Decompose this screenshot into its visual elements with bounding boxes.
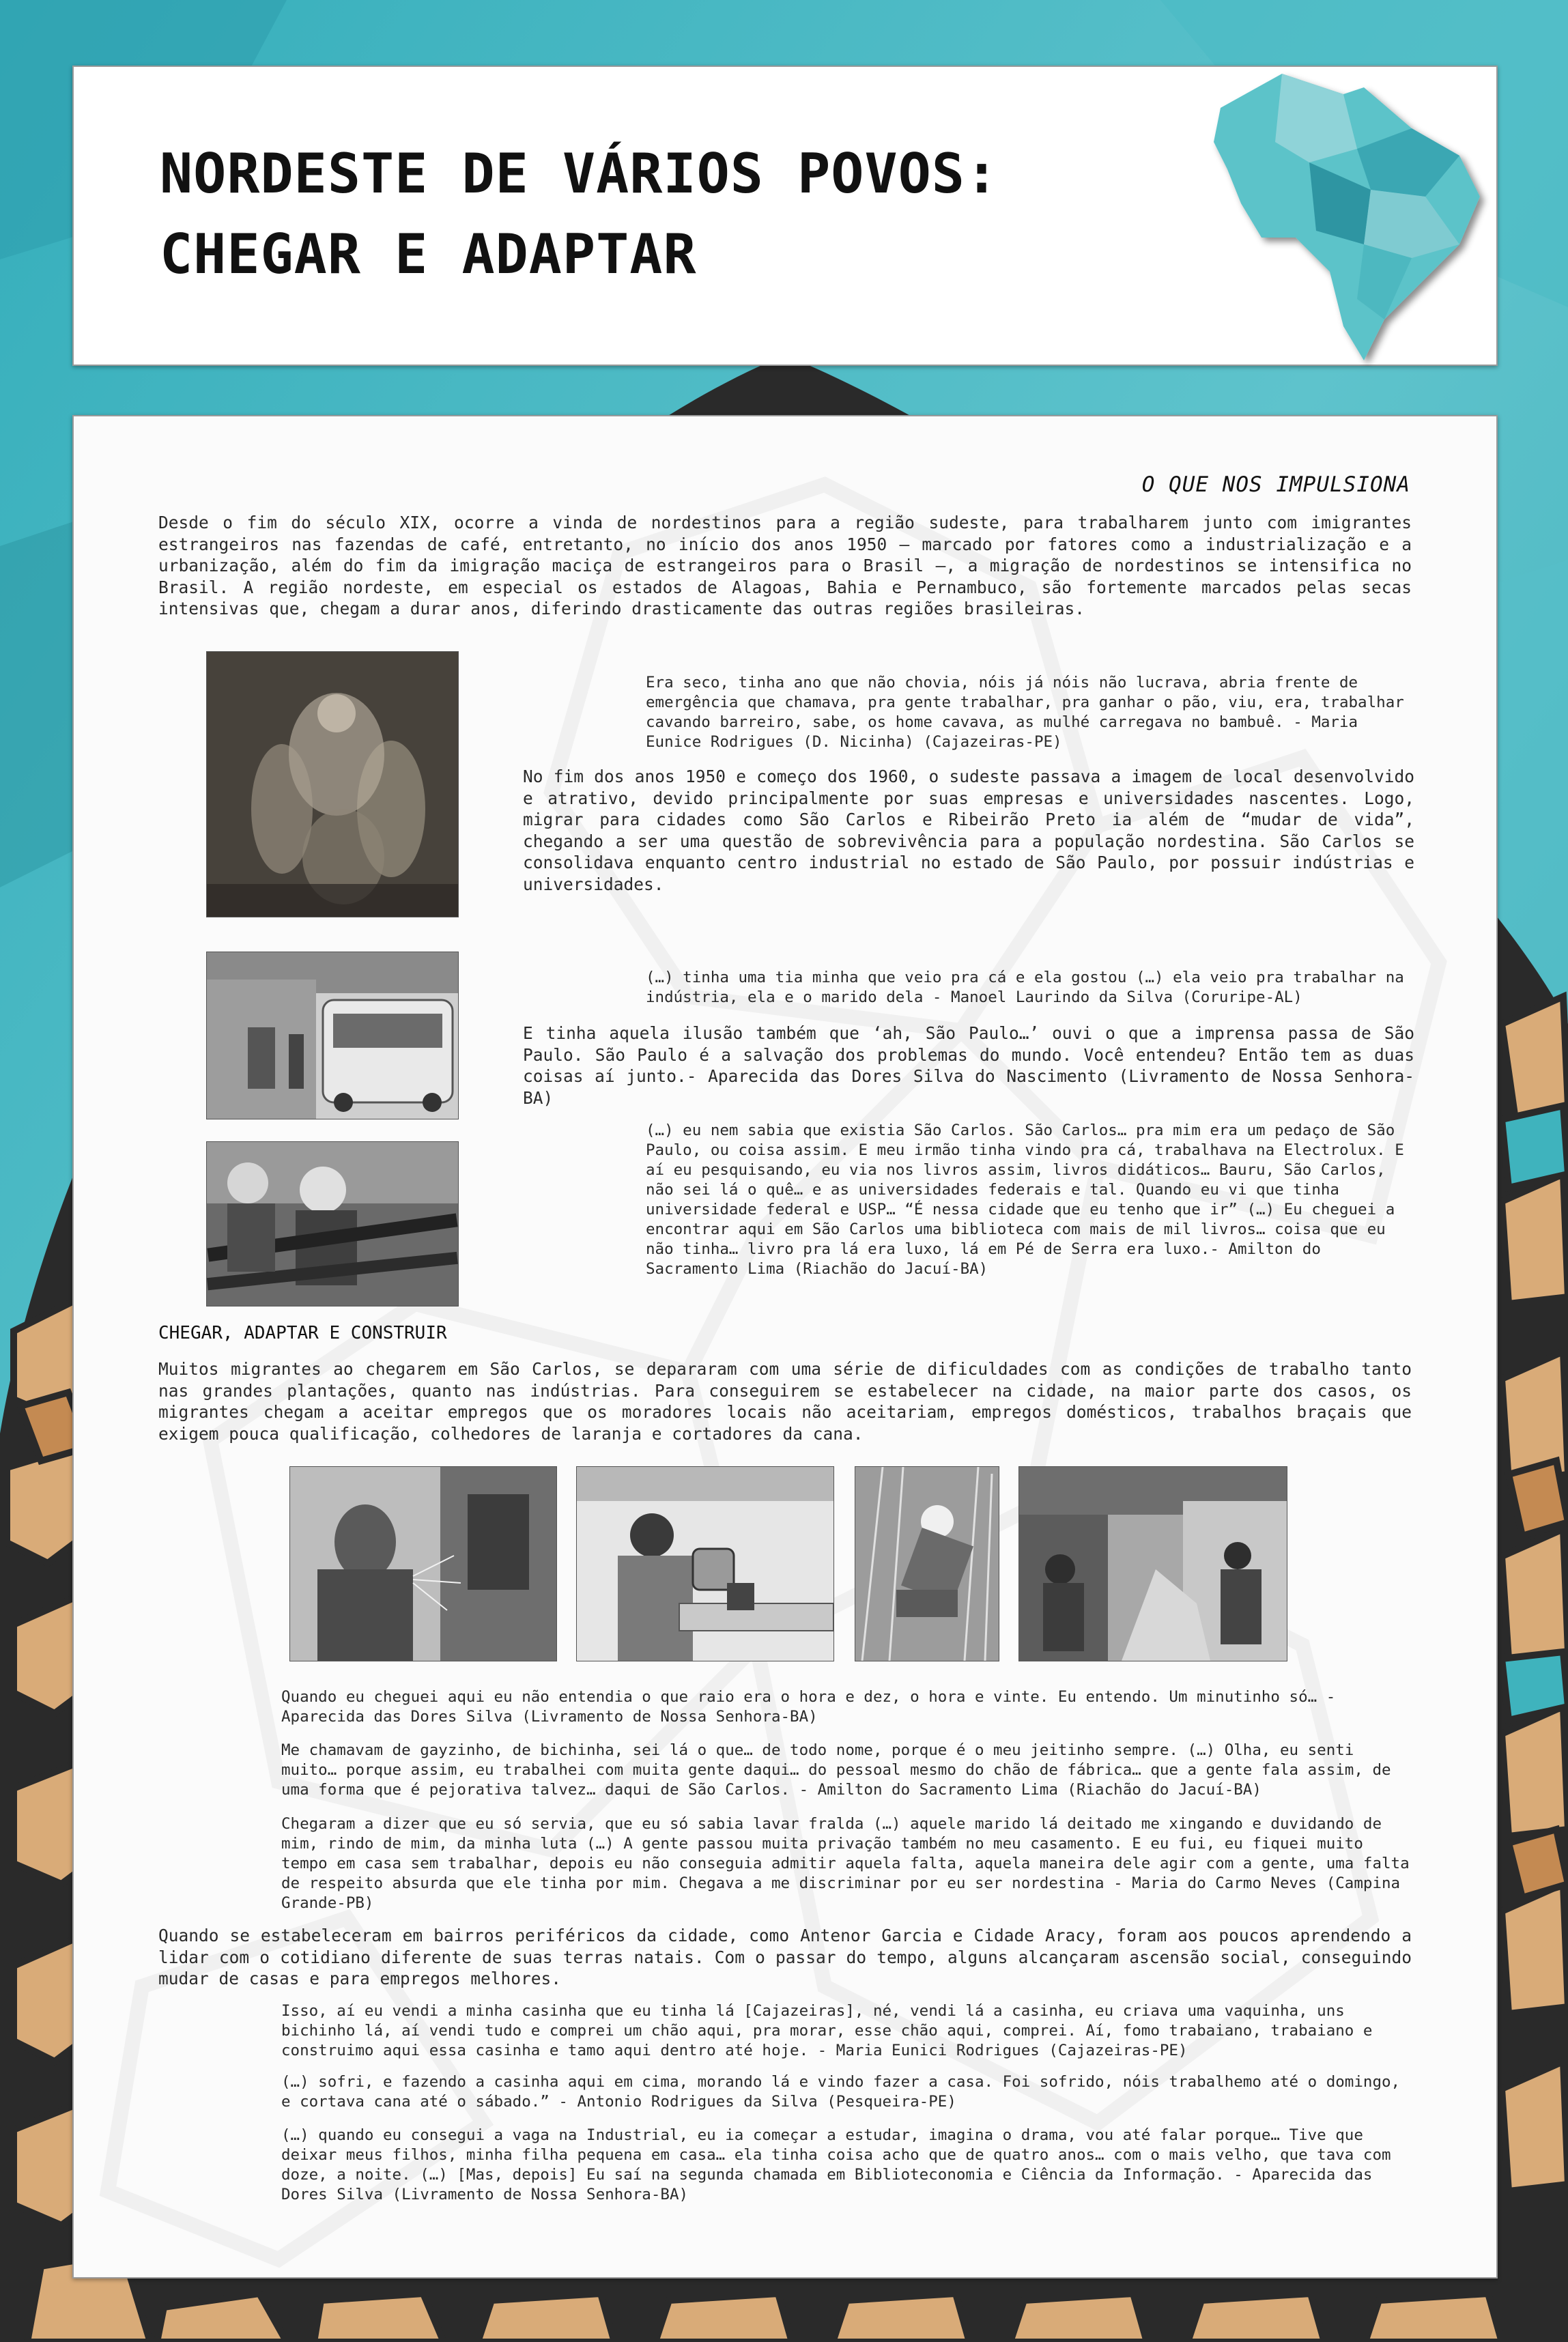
factory-worker-photo	[289, 1466, 557, 1661]
construction-workers-photo	[1018, 1466, 1287, 1661]
quote-aparecida-sao-paulo: E tinha aquela ilusão também que ‘ah, São Paulo…’ ouvi o que a imprensa passa de São Paulo. São Paulo é a salvação dos problemas do mundo. Você entendeu? Então tem as duas coisas aí junto.- Aparecida das Dores Silva do Nascimento (Livramento de Nossa Senhora-BA)	[523, 1023, 1414, 1108]
quote-antonio-rodrigues: (…) sofri, e fazendo a casinha aqui em cima, morando lá e vindo fazer a casa. Foi sofrido, nóis trabalhemo até o domingo, e cortava cana até o sábado.” - Antonio Rodrigues da Silva (Pesqueira-PE)	[281, 2073, 1401, 2111]
domestic-worker-photo	[576, 1466, 834, 1661]
sugarcane-cutter-photo	[855, 1466, 999, 1661]
quote-aparecida-industrial: (…) quando eu consegui a vaga na Industrial, eu ia começar a estudar, imagina o drama, vou até falar porque… Tive que deixar meus filhos, minha filha pequena em casa… ela tinha coisa acho que de quatro anos… com o mais velho, que tava com doze, a noite. (…) [Mas, depois] Eu saí na segunda chamada em Biblioteconomia e Ciência da Informação. - Aparecida das Dores Silva (Livramento de Nossa Senhora-BA)	[281, 2126, 1391, 2203]
paragraph-bairros: Quando se estabeleceram em bairros periféricos da cidade, como Antenor Garcia e Cidade Aracy, foram aos poucos aprendendo a lidar com o cotidiano diferente de suas terras natais. Com o passar do tempo, alguns alcançaram ascensão social, conseguindo mudar de casas e para empregos melhores.	[158, 1926, 1412, 1988]
paragraph-1950s: No fim dos anos 1950 e começo dos 1960, o sudeste passava a imagem de local desenvolvido e atrativo, devido principalmente por suas empresas e universidades nascentes. Logo, migrar para cidades como São Carlos e Ribeirão Preto ia além de “mudar de vida”, chegando a ser uma questão de sobrevivência para a população nordestina. São Carlos se consolidava enquanto centro industrial no estado de São Paulo, por possuir indústrias e universidades.	[523, 767, 1414, 894]
section-heading-impulsiona: O QUE NOS IMPULSIONA	[1141, 472, 1410, 497]
bus-station-photo	[206, 952, 459, 1119]
northeast-brazil-map-icon	[1139, 67, 1494, 367]
retirantes-painting-photo	[206, 651, 459, 917]
quote-maria-do-carmo: Chegaram a dizer que eu só servia, que eu só sabia lavar fralda (…) aquele marido lá deitado me xingando e duvidando de mim, rindo de mim, da minha luta (…) A gente passou muita privação também no meu casamento. E eu fui, eu fiquei muito tempo em casa sem trabalhar, depois eu não conseguia admitir aquela falta, aquela maneira dele agir com a gente, uma falta de respeito absurda que ele tinha por mim. Chegava a me discriminar por eu ser nordestina - Maria do Carmo Neves (Campina Grande-PB)	[281, 1815, 1410, 1912]
quote-aparecida-hora: Quando eu cheguei aqui eu não entendia o que raio era o hora e dez, o hora e vinte. Eu entendo. Um minutinho só… - Aparecida das Dores Silva (Livramento de Nossa Senhora-BA)	[281, 1688, 1336, 1726]
quote-maria-eunice: Era seco, tinha ano que não chovia, nóis já nóis não lucrava, abria frente de emergência que chamava, pra gente trabalhar, pra ganhar o pão, viu, era, trabalhar cavando barreiro, sabe, os home cavava, as mulhé carregava no bambuê. - Maria Eunice Rodrigues (D. Nicinha) (Cajazeiras-PE)	[646, 674, 1404, 751]
quote-amilton-sao-carlos: (…) eu nem sabia que existia São Carlos. São Carlos… pra mim era um pedaço de São Paulo, ou coisa assim. E meu irmão tinha vindo pra cá, trabalhava na Electrolux. E aí eu pesquisando, eu via nos livros assim, livros didáticos… Bauru, São Carlos, não sei lá o quê… e as universidades federais e tal. Quando eu vi que tinha universidade federal e USP… “É nessa cidade que eu tenho que ir” (…) Eu cheguei a encontrar aqui em São Carlos uma biblioteca com mais de mil livros… coisa que eu não tinha… livro pra lá era luxo, lá em Pé de Serra era luxo.- Amilton do Sacramento Lima (Riachão do Jacuí-BA)	[646, 1122, 1404, 1278]
children-photo	[206, 1141, 459, 1306]
intro-paragraph: Desde o fim do século XIX, ocorre a vinda de nordestinos para a região sudeste, para trabalharem junto com imigrantes estrangeiros nas fazendas de café, entretanto, no início dos anos 1950 – marcado por fatores como a industrialização e a urbanização, além do fim da imigração maciça de estrangeiros para o Brasil –, a migração de nordestinos se intensifica no Brasil. A região nordeste, em especial os estados de Alagoas, Bahia e Pernambuco, são fortemente marcados pelas secas intensivas que, chegam a durar anos, diferindo drasticamente das outras regiões brasileiras.	[158, 513, 1412, 618]
paragraph-dificuldades: Muitos migrantes ao chegarem em São Carlos, se depararam com uma série de dificuldades com as condições de trabalho tanto nas grandes plantações, quanto nas indústrias. Para conseguirem se estabelecer na cidade, na maior parte dos casos, os migrantes chegam a aceitar empregos que os moradores locais não aceitariam, empregos domésticos, trabalhos braçais que exigem pouca qualificação, colhedores de laranja e cortadores da cana.	[158, 1359, 1412, 1444]
section-heading-chegar: CHEGAR, ADAPTAR E CONSTRUIR	[158, 1323, 447, 1343]
title-panel	[72, 66, 1498, 366]
quote-amilton-preconceito: Me chamavam de gayzinho, de bichinha, sei lá o que… de todo nome, porque é o meu jeitinho sempre. (…) Olha, eu senti muito… porque assim, eu trabalhei com muita gente daqui… do pessoal mesmo do chão de fábrica… que a gente fala assim, de uma forma que é pejorativa talvez… daqui de São Carlos. - Amilton do Sacramento Lima (Riachão do Jacuí-BA)	[281, 1741, 1391, 1799]
title-line-1: NORDESTE DE VÁRIOS POVOS:	[160, 142, 999, 205]
quote-maria-eunici-casinha: Isso, aí eu vendi a minha casinha que eu tinha lá [Cajazeiras], né, vendi lá a casinha, eu criava uma vaquinha, uns bichinho lá, aí vendi tudo e comprei um chão aqui, pra morar, esse chão aqui, comprei. Aí, fomo trabaiano, trabaiano e construimo aqui essa casinha e tamo aqui dentro até hoje. - Maria Eunici Rodrigues (Cajazeiras-PE)	[281, 2002, 1373, 2059]
title-line-2: CHEGAR E ADAPTAR	[160, 223, 697, 286]
quote-manoel-laurindo: (…) tinha uma tia minha que veio pra cá e ela gostou (…) ela veio pra trabalhar na indústria, ela e o marido dela - Manoel Laurindo da Silva (Coruripe-AL)	[646, 969, 1404, 1006]
poster-title	[160, 134, 999, 295]
main-panel	[72, 415, 1498, 2279]
